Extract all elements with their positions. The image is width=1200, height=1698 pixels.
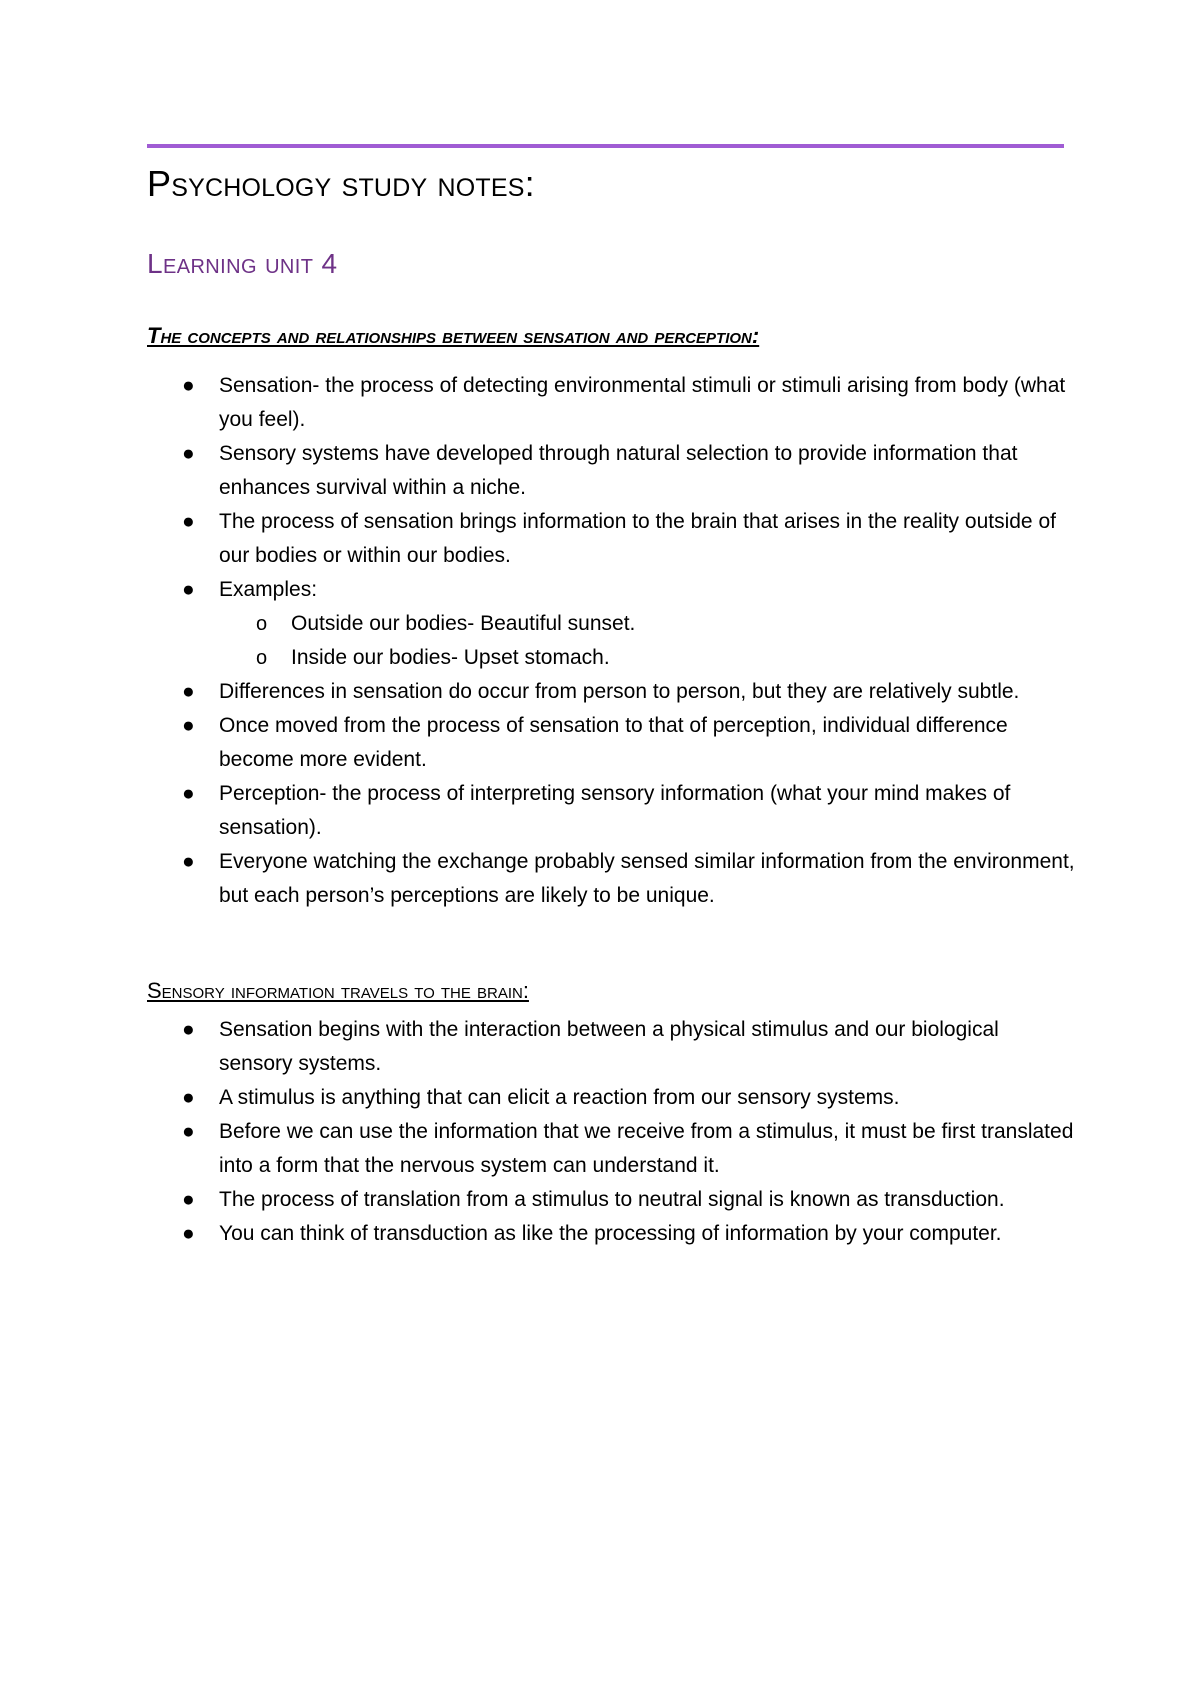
- sublist-item: [219, 641, 1077, 675]
- page-subtitle: Learning unit 4: [147, 248, 338, 279]
- section1-heading: The concepts and relationships between sensation and perception:: [147, 323, 760, 348]
- list-item-text: Everyone watching the exchange probably sensed similar information from the environment, but each person’s perceptions are likely to be unique.: [219, 850, 1075, 907]
- list-item: [147, 777, 1077, 845]
- sublist-item-text: Outside our bodies- Beautiful sunset.: [291, 612, 636, 635]
- page-title: Psychology study notes:: [147, 163, 535, 204]
- list-item: [147, 437, 1077, 505]
- list-item: [147, 1183, 1077, 1217]
- list-item: [147, 709, 1077, 777]
- list-item: [147, 369, 1077, 437]
- bullet-icon: ●: [182, 714, 195, 737]
- sublist-item-text: Inside our bodies- Upset stomach.: [291, 646, 610, 669]
- list-item-text: Differences in sensation do occur from person to person, but they are relatively subtle.: [219, 680, 1020, 703]
- list-item-text: The process of sensation brings information to the brain that arises in the reality outside of our bodies or within our bodies.: [219, 510, 1056, 567]
- list-item: [147, 675, 1077, 709]
- list-item-text: Once moved from the process of sensation to that of perception, individual difference become more evident.: [219, 714, 1008, 771]
- examples-sublist-container: [147, 607, 1077, 675]
- list-item: [147, 1081, 1077, 1115]
- list-item: [147, 1217, 1077, 1251]
- list-item: [147, 505, 1077, 573]
- list-item: [147, 845, 1077, 913]
- bullet-icon: ●: [182, 442, 195, 465]
- title-rule: [147, 144, 1064, 148]
- list-item-text: Before we can use the information that we receive from a stimulus, it must be first translated into a form that the nervous system can understand it.: [219, 1120, 1074, 1177]
- list-item-text: Examples:: [219, 578, 318, 601]
- list-item-text: Perception- the process of interpreting sensory information (what your mind makes of sensation).: [219, 782, 1011, 839]
- bullet-icon: ●: [182, 1018, 195, 1041]
- list-item-text: A stimulus is anything that can elicit a reaction from our sensory systems.: [219, 1086, 900, 1109]
- examples-sublist: [219, 607, 1077, 675]
- list-item-text: The process of translation from a stimulus to neutral signal is known as transduction.: [219, 1188, 1005, 1211]
- circle-bullet-icon: o: [256, 613, 268, 635]
- list-item-text: You can think of transduction as like the processing of information by your computer.: [219, 1222, 1002, 1245]
- bullet-icon: ●: [182, 510, 195, 533]
- list-item-text: Sensation- the process of detecting environmental stimuli or stimuli arising from body (what you feel).: [219, 374, 1066, 431]
- bullet-icon: ●: [182, 1120, 195, 1143]
- bullet-icon: ●: [182, 1086, 195, 1109]
- list-item: [147, 573, 1077, 607]
- list-item-text: Sensory systems have developed through natural selection to provide information that enhances survival within a niche.: [219, 442, 1018, 499]
- list-item-text: Sensation begins with the interaction between a physical stimulus and our biological sensory systems.: [219, 1018, 999, 1075]
- list-item: [147, 1013, 1077, 1081]
- bullet-icon: ●: [182, 782, 195, 805]
- sublist-item: [219, 607, 1077, 641]
- bullet-icon: ●: [182, 578, 195, 601]
- bullet-icon: ●: [182, 374, 195, 397]
- section1-list: [147, 369, 1077, 913]
- bullet-icon: ●: [182, 850, 195, 873]
- bullet-icon: ●: [182, 1222, 195, 1245]
- section2-list: [147, 1013, 1077, 1251]
- section2-heading: Sensory information travels to the brain:: [147, 978, 529, 1003]
- bullet-icon: ●: [182, 680, 195, 703]
- list-item: [147, 1115, 1077, 1183]
- bullet-icon: ●: [182, 1188, 195, 1211]
- circle-bullet-icon: o: [256, 647, 268, 669]
